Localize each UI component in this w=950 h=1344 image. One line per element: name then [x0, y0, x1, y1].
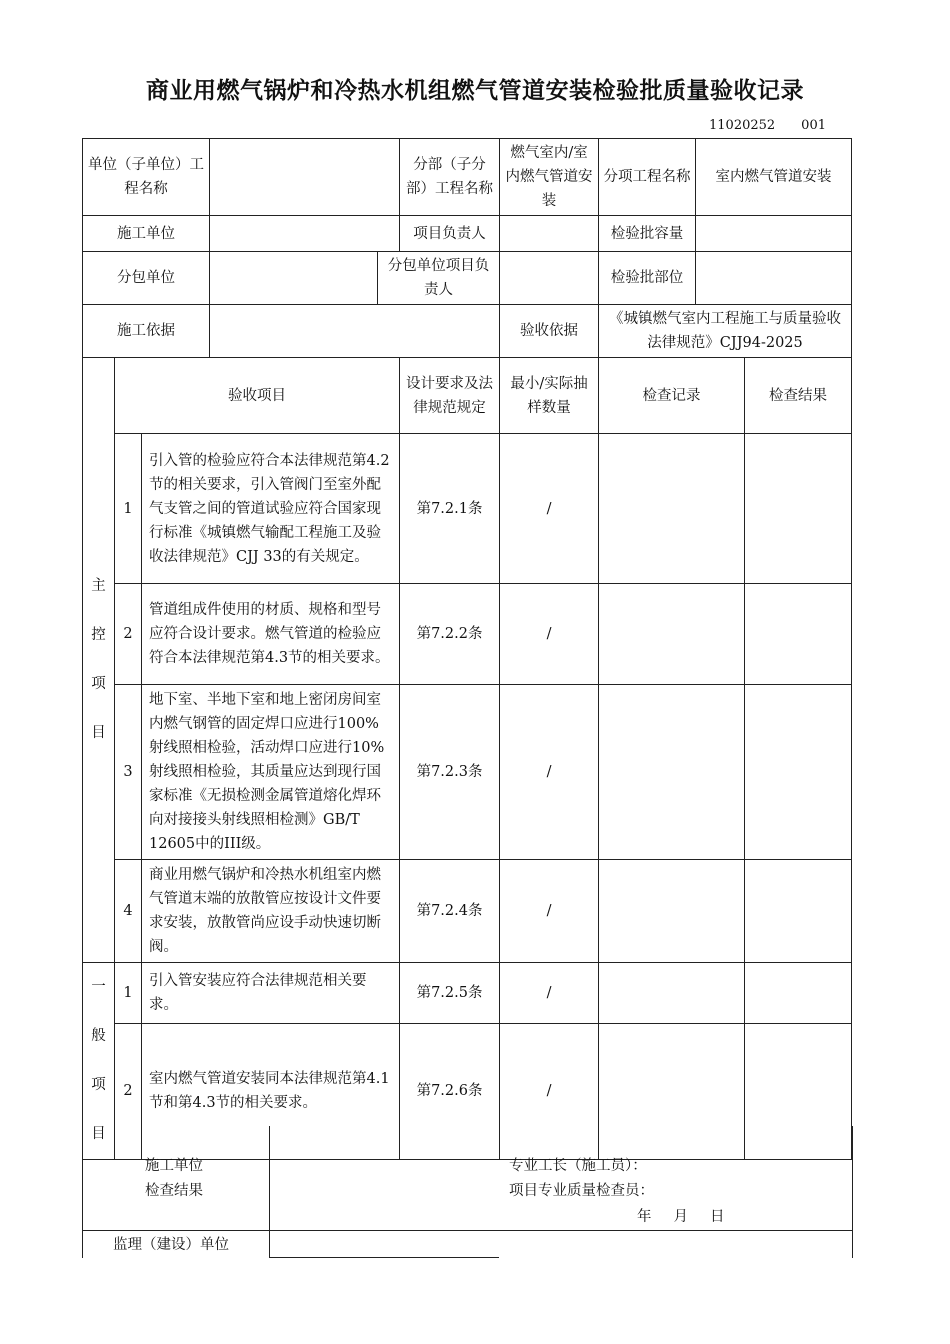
sub-pm-label: 分包单位项目负责人: [378, 252, 500, 305]
item-number: 1: [115, 963, 142, 1024]
col-header-record: 检查记录: [599, 358, 745, 434]
acceptance-basis-value: 《城镇燃气室内工程施工与质量验收法律规范》CJJ94-2025: [599, 305, 852, 358]
item-description: 商业用燃气锅炉和冷热水机组室内燃气管道末端的放散管应按设计文件要求安装，放散管尚应设手动快速切断阀。: [142, 860, 400, 963]
item-number: 4: [115, 860, 142, 963]
inspection-table: [82, 138, 852, 1160]
unit-name-label: 单位（子单位）工程名称: [83, 139, 210, 216]
batch-capacity-value[interactable]: [696, 216, 852, 252]
signature-divider: [269, 1126, 270, 1258]
general-items-label: 一 般 项 目: [83, 963, 115, 1160]
foreman-signature[interactable]: 专业工长（施工员）：: [509, 1158, 647, 1174]
item-number: 3: [115, 685, 142, 860]
item-sample[interactable]: /: [500, 860, 599, 963]
item-record[interactable]: [599, 685, 745, 860]
sub-pm-value[interactable]: [500, 252, 599, 305]
contractor-result-label: 施工单位 检查结果: [145, 1158, 203, 1199]
signature-fields[interactable]: [509, 1154, 654, 1204]
item-description: 管道组成件使用的材质、规格和型号应符合设计要求。燃气管道的检验应符合本法律规范第4.3节的相关要求。: [142, 584, 400, 685]
table-row: [83, 434, 852, 584]
item-clause: 第7.2.6条: [400, 1023, 500, 1159]
subitem-name-label: 分项工程名称: [599, 139, 696, 216]
item-clause: 第7.2.1条: [400, 434, 500, 584]
subcontractor-value[interactable]: [210, 252, 378, 305]
col-header-sample: 最小/实际抽样数量: [500, 358, 599, 434]
form-serial: 001: [801, 118, 826, 133]
item-description: 地下室、半地下室和地上密闭房间室内燃气钢管的固定焊口应进行100%射线照相检验，活动焊口应进行10%射线照相检验，其质量应达到现行国家标准《无损检测金属管道熔化焊环向对接接头射线照相检测》GB/T 12605中的III级。: [142, 685, 400, 860]
acceptance-basis-label: 验收依据: [500, 305, 599, 358]
division-name-value[interactable]: 燃气室内/室内燃气管道安装: [500, 139, 599, 216]
item-number: 2: [115, 1023, 142, 1159]
table-row: [83, 963, 852, 1024]
supervisor-label: 监理（建设）单位: [113, 1237, 229, 1253]
batch-capacity-label: 检验批容量: [599, 216, 696, 252]
item-clause: 第7.2.3条: [400, 685, 500, 860]
table-row: [83, 685, 852, 860]
construction-basis-value[interactable]: [210, 305, 500, 358]
item-record[interactable]: [599, 434, 745, 584]
form-number: 11020252: [709, 118, 776, 133]
contractor-value[interactable]: [210, 216, 400, 252]
construction-basis-label: 施工依据: [83, 305, 210, 358]
item-result[interactable]: [745, 860, 852, 963]
page-title: 商业用燃气锅炉和冷热水机组燃气管道安装检验批质量验收记录: [146, 78, 804, 104]
inspector-signature[interactable]: 项目专业质量检查员：: [509, 1183, 654, 1199]
contractor-label: 施工单位: [83, 216, 210, 252]
division-name-label: 分部（子分部）工程名称: [400, 139, 500, 216]
item-result[interactable]: [745, 963, 852, 1024]
project-manager-label: 项目负责人: [400, 216, 500, 252]
table-row: [83, 860, 852, 963]
subcontractor-label: 分包单位: [83, 252, 210, 305]
item-clause: 第7.2.2条: [400, 584, 500, 685]
item-sample[interactable]: /: [500, 963, 599, 1024]
item-result[interactable]: [745, 434, 852, 584]
subitem-name-value[interactable]: 室内燃气管道安装: [696, 139, 852, 216]
item-number: 1: [115, 434, 142, 584]
batch-location-value[interactable]: [696, 252, 852, 305]
item-record[interactable]: [599, 584, 745, 685]
item-result[interactable]: [745, 584, 852, 685]
item-number: 2: [115, 584, 142, 685]
item-sample[interactable]: /: [500, 434, 599, 584]
supervisor-underline: [269, 1257, 499, 1258]
col-header-design: 设计要求及法律规范规定: [400, 358, 500, 434]
item-result[interactable]: [745, 685, 852, 860]
signature-row-divider: [83, 1230, 852, 1231]
col-header-item: 验收项目: [115, 358, 400, 434]
item-description: 引入管安装应符合法律规范相关要求。: [142, 963, 400, 1024]
table-row: [83, 584, 852, 685]
item-description: 引入管的检验应符合本法律规范第4.2节的相关要求，引入管阀门至室外配气支管之间的管道试验应符合国家现行标准《城镇燃气输配工程施工及验收法律规范》CJJ 33的有关规定。: [142, 434, 400, 584]
col-header-result: 检查结果: [745, 358, 852, 434]
form-code: [709, 118, 826, 133]
item-clause: 第7.2.5条: [400, 963, 500, 1024]
item-record[interactable]: [599, 860, 745, 963]
item-clause: 第7.2.4条: [400, 860, 500, 963]
project-manager-value[interactable]: [500, 216, 599, 252]
item-record[interactable]: [599, 963, 745, 1024]
item-sample[interactable]: /: [500, 1023, 599, 1159]
main-control-label: 主 控 项 目: [83, 358, 115, 963]
item-sample[interactable]: /: [500, 584, 599, 685]
signature-section: [82, 1126, 853, 1258]
item-description: 室内燃气管道安装同本法律规范第4.1节和第4.3节的相关要求。: [142, 1023, 400, 1159]
unit-name-value[interactable]: [210, 139, 400, 216]
batch-location-label: 检验批部位: [599, 252, 696, 305]
item-sample[interactable]: /: [500, 685, 599, 860]
sign-date[interactable]: 年 月 日: [637, 1209, 725, 1225]
